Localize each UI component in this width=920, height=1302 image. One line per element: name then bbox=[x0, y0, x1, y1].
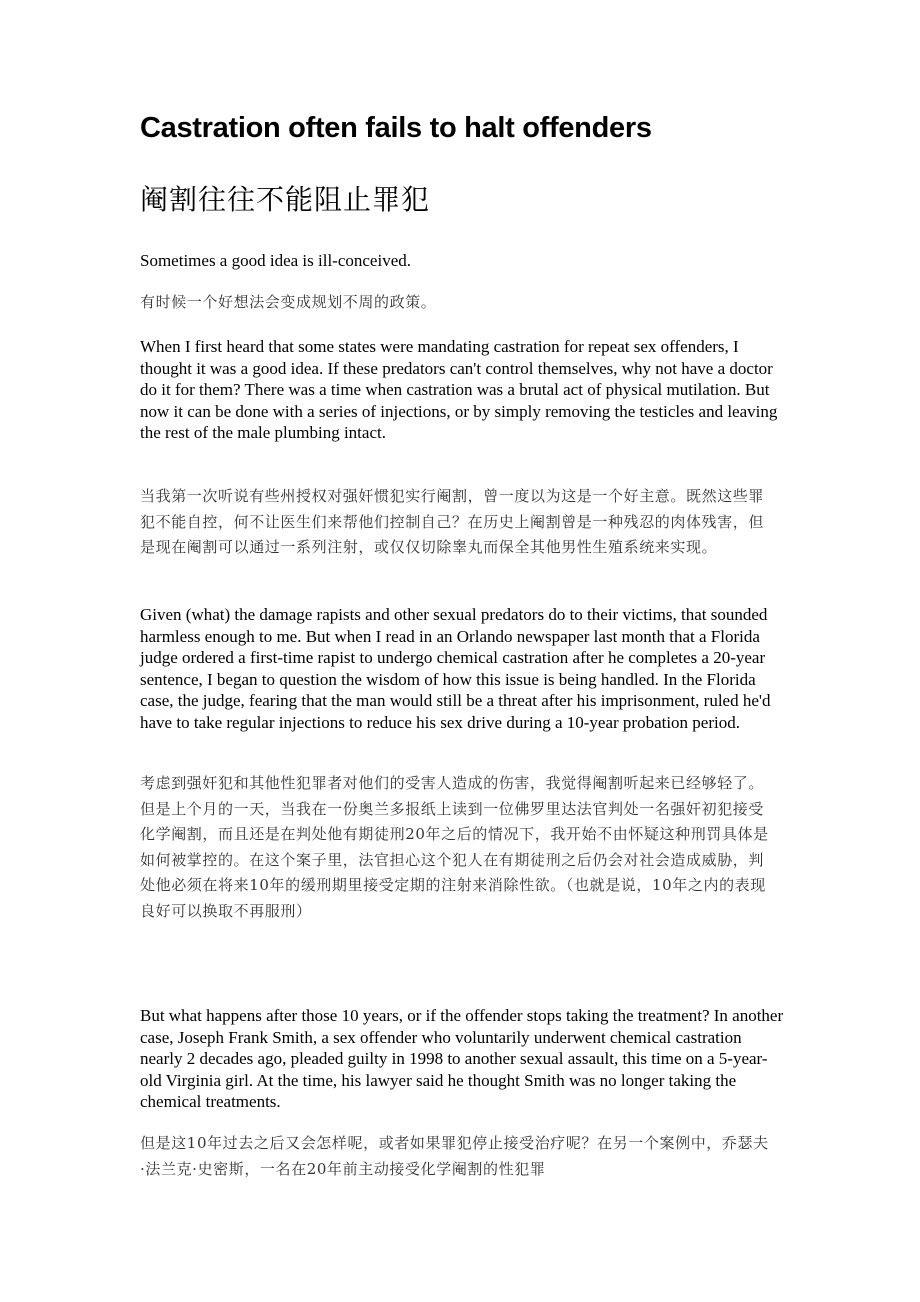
paragraph-en-2: When I first heard that some states were mandating castration for repeat sex offenders, I thought it was a good idea. If these predators can't control themselves, why not have a doctor do it for them? There was a time when castration was a brutal act of physical mutilation. But now it can be done with a series of injections, or by simply removing the testicles and leaving the rest of the male plumbing intact. bbox=[140, 337, 778, 443]
paragraph-zh-1: 有时候一个好想法会变成规划不周的政策。 bbox=[140, 293, 437, 311]
document-title-english: Castration often fails to halt offenders bbox=[140, 112, 652, 144]
paragraph-zh-4: 但是这10年过去之后又会怎样呢，或者如果罪犯停止接受治疗呢？在另一个案例中，乔瑟夫·法兰克·史密斯，一名在20年前主动接受化学阉割的性犯罪 bbox=[140, 1134, 769, 1178]
paragraph-zh-3: 考虑到强奸犯和其他性犯罪者对他们的受害人造成的伤害，我觉得阉割听起来已经够轻了。但是上个月的一天，当我在一份奥兰多报纸上读到一位佛罗里达法官判处一名强奸初犯接受化学阉割，而且还是在判处他有期徒刑20年之后的情况下，我开始不由怀疑这种刑罚具体是如何被掌控的。在这个案子里，法官担心这个犯人在有期徒刑之后仍会对社会造成威胁，判处他必须在将来10年的缓刑期里接受定期的注射来消除性欲。（也就是说，10年之内的表现良好可以换取不再服刑） bbox=[140, 774, 769, 920]
paragraph-en-4: But what happens after those 10 years, or if the offender stops taking the treatment? In another case, Joseph Frank Smith, a sex offender who voluntarily underwent chemical castration nearly 2 decades ago, pleaded guilty in 1998 to another sexual assault, this time on a 5-year-old Virginia girl. At the time, his lawyer said he thought Smith was no longer taking the chemical treatments. bbox=[140, 1006, 784, 1112]
paragraph-zh-2: 当我第一次听说有些州授权对强奸惯犯实行阉割，曾一度以为这是一个好主意。既然这些罪犯不能自控，何不让医生们来帮他们控制自己？在历史上阉割曾是一种残忍的肉体残害，但是现在阉割可以通过一系列注射，或仅仅切除睾丸而保全其他男性生殖系统来实现。 bbox=[140, 487, 765, 557]
document-title-chinese: 阉割往往不能阻止罪犯 bbox=[140, 183, 431, 216]
paragraph-en-1: Sometimes a good idea is ill-conceived. bbox=[140, 251, 411, 270]
paragraph-en-3: Given (what) the damage rapists and other sexual predators do to their victims, that sounded harmless enough to me. But when I read in an Orlando newspaper last month that a Florida judge ordered a first-time rapist to undergo chemical castration after he completes a 20-year sentence, I began to question the wisdom of how this issue is being handled. In the Florida case, the judge, fearing that the man would still be a threat after his imprisonment, ruled he'd have to take regular injections to reduce his sex drive during a 10-year probation period. bbox=[140, 605, 771, 732]
